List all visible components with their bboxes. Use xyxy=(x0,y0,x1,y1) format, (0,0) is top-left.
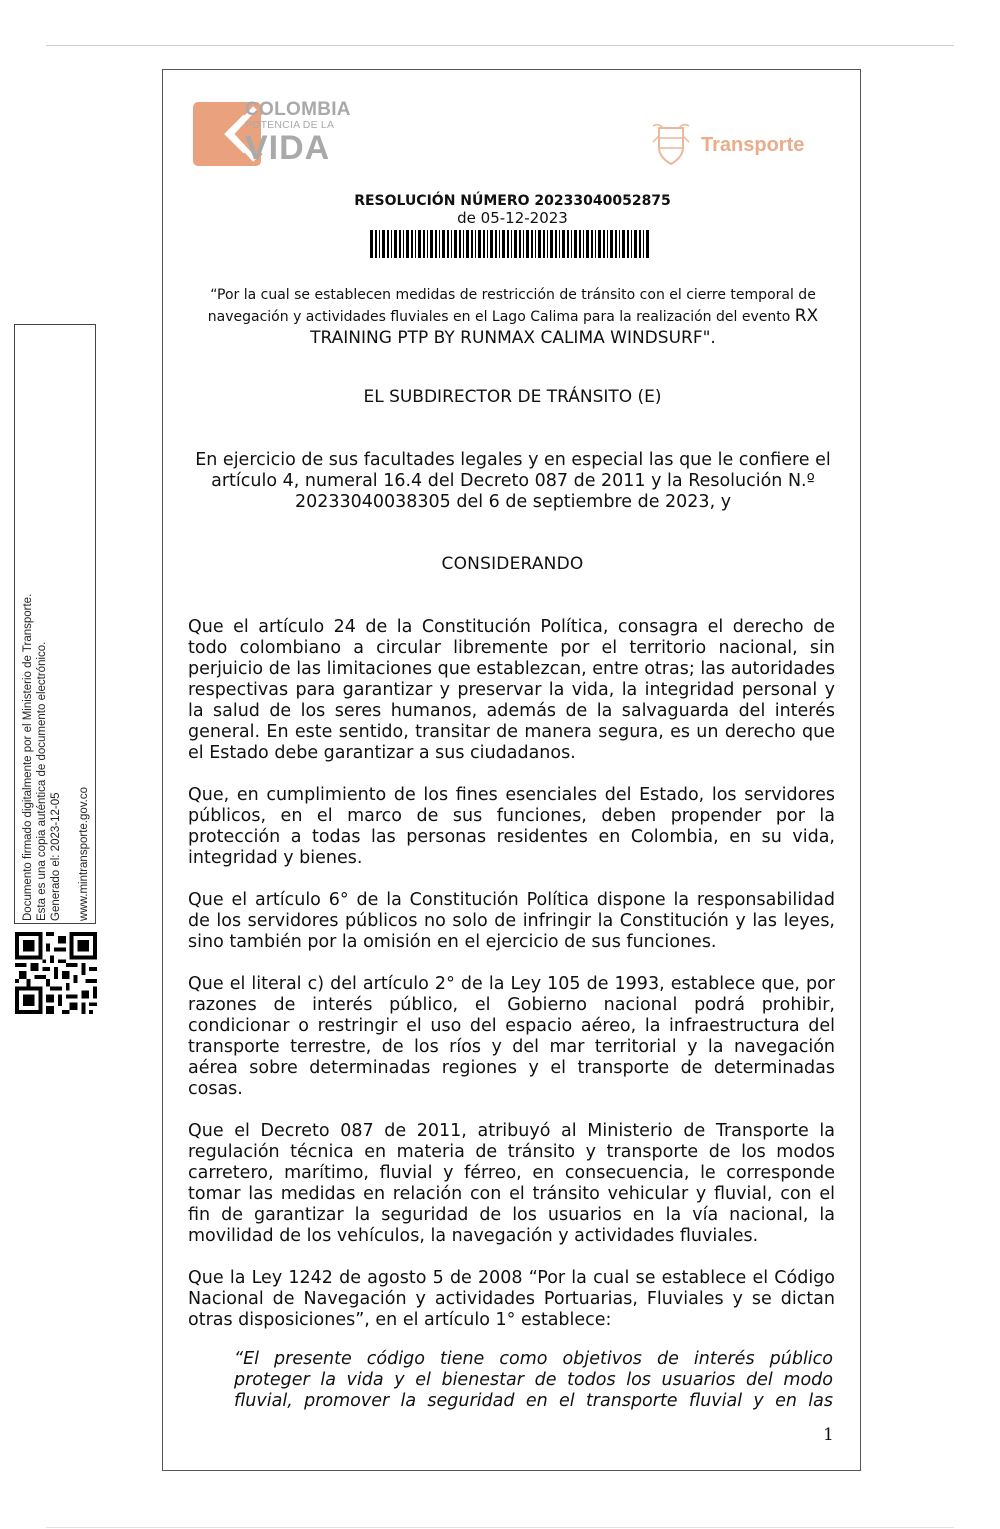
abstract-part-2: RX TRAINING PTP BY RUNMAX CALIMA WINDSURF". xyxy=(310,306,819,348)
coat-of-arms-icon xyxy=(651,122,691,168)
top-divider xyxy=(46,45,954,46)
resolution-date: de 05-12-2023 xyxy=(457,209,568,227)
subdirector-heading: EL SUBDIRECTOR DE TRÁNSITO (E) xyxy=(363,387,662,407)
qr-code-icon xyxy=(15,932,97,1014)
barcode-icon xyxy=(370,230,653,258)
quote-text: “El presente código tiene como objetivos de interés público proteger la vida y el bienestar de todos los usuarios del modo fluvial, promover la seguridad en el transporte fluvial y en las xyxy=(234,1349,833,1411)
transporte-word: Transporte xyxy=(701,134,805,156)
considerations-body xyxy=(188,617,835,1352)
document-page xyxy=(162,69,861,1471)
paragraph-4: Que el literal c) del artículo 2° de la Ley 105 de 1993, establece que, por razones de interés público, el Gobierno nacional podrá prohibir, condicionar o restringir el uso del espacio aéreo, la infraestructura del transporte terrestre, de los ríos y del mar territorial y la navegación aérea sobre determinadas regiones y el transporte de determinadas cosas. xyxy=(188,974,835,1099)
stamp-line-1: Documento firmado digitalmente por el Ministerio de Transporte. xyxy=(22,593,34,921)
stamp-line-3: Generado el: 2023-12-05 xyxy=(50,792,62,921)
logo-potencia-word: POTENCIA DE LA xyxy=(245,119,335,131)
resolution-abstract xyxy=(190,285,836,350)
paragraph-3: Que el artículo 6° de la Constitución Política dispone la responsabilidad de los servidores públicos no solo de infringir la Constitución y las leyes, sino también por la omisión en el ejercicio de sus funciones. xyxy=(188,890,835,952)
paragraph-5: Que el Decreto 087 de 2011, atribuyó al Ministerio de Transporte la regulación técnica en materia de tránsito y transporte de los modos carretero, marítimo, fluvial y férreo, en consecuencia, le corresponde tomar las medidas en relación con el tránsito vehicular y fluvial, con el fin de garantizar la seguridad de los usuarios en la vía nacional, la movilidad de los vehículos, la navegación y actividades fluviales. xyxy=(188,1121,835,1246)
logo-vida-word: VIDA xyxy=(245,129,331,167)
stamp-url: www.mintransporte.gov.co xyxy=(78,786,90,921)
page-number: 1 xyxy=(823,1425,834,1445)
stamp-line-2: Esta es una copia auténtica de documento electrónico. xyxy=(36,641,48,921)
colombia-logo-text xyxy=(245,99,351,167)
paragraph-6: Que la Ley 1242 de agosto 5 de 2008 “Por la cual se establece el Código Nacional de Navegación y actividades Portuarias, Fluviales y se dictan otras disposiciones”, en el artículo 1° establece: xyxy=(188,1268,835,1330)
abstract-part-1: “Por la cual se establecen medidas de restricción de tránsito con el cierre temporal de navegación y actividades fluviales en el Lago Calima para la realización del evento xyxy=(207,287,816,325)
stamp-text xyxy=(17,323,99,923)
resolution-number: RESOLUCIÓN NÚMERO 20233040052875 xyxy=(354,193,671,209)
digital-signature-stamp xyxy=(14,324,96,924)
quoted-article xyxy=(234,1349,833,1412)
paragraph-2: Que, en cumplimiento de los fines esenciales del Estado, los servidores públicos, en el marco de sus funciones, deben propender por la protección a todas las personas residentes en Colombia, en su vida, integridad y bienes. xyxy=(188,785,835,868)
intro-paragraph: En ejercicio de sus facultades legales y en especial las que le confiere el artículo 4, numeral 16.4 del Decreto 087 de 2011 y la Resolución N.º 20233040038305 del 6 de septiembre de 2023, y xyxy=(195,450,831,512)
bottom-divider xyxy=(46,1527,954,1528)
resolution-header xyxy=(163,193,862,227)
transporte-logo xyxy=(651,122,821,168)
considerando-heading: CONSIDERANDO xyxy=(441,554,584,574)
paragraph-1: Que el artículo 24 de la Constitución Política, consagra el derecho de todo colombiano a circular libremente por el territorio nacional, sin perjuicio de las limitaciones que establezcan, entre otras; las autoridades respectivas para garantizar y preservar la vida, la integridad personal y la salud de los seres humanos, además de la salvaguarda del interés general. En este sentido, transitar de manera segura, es un derecho que el Estado debe garantizar a sus ciudadanos. xyxy=(188,617,835,763)
logo-colombia-word: COLOMBIA xyxy=(245,99,351,120)
